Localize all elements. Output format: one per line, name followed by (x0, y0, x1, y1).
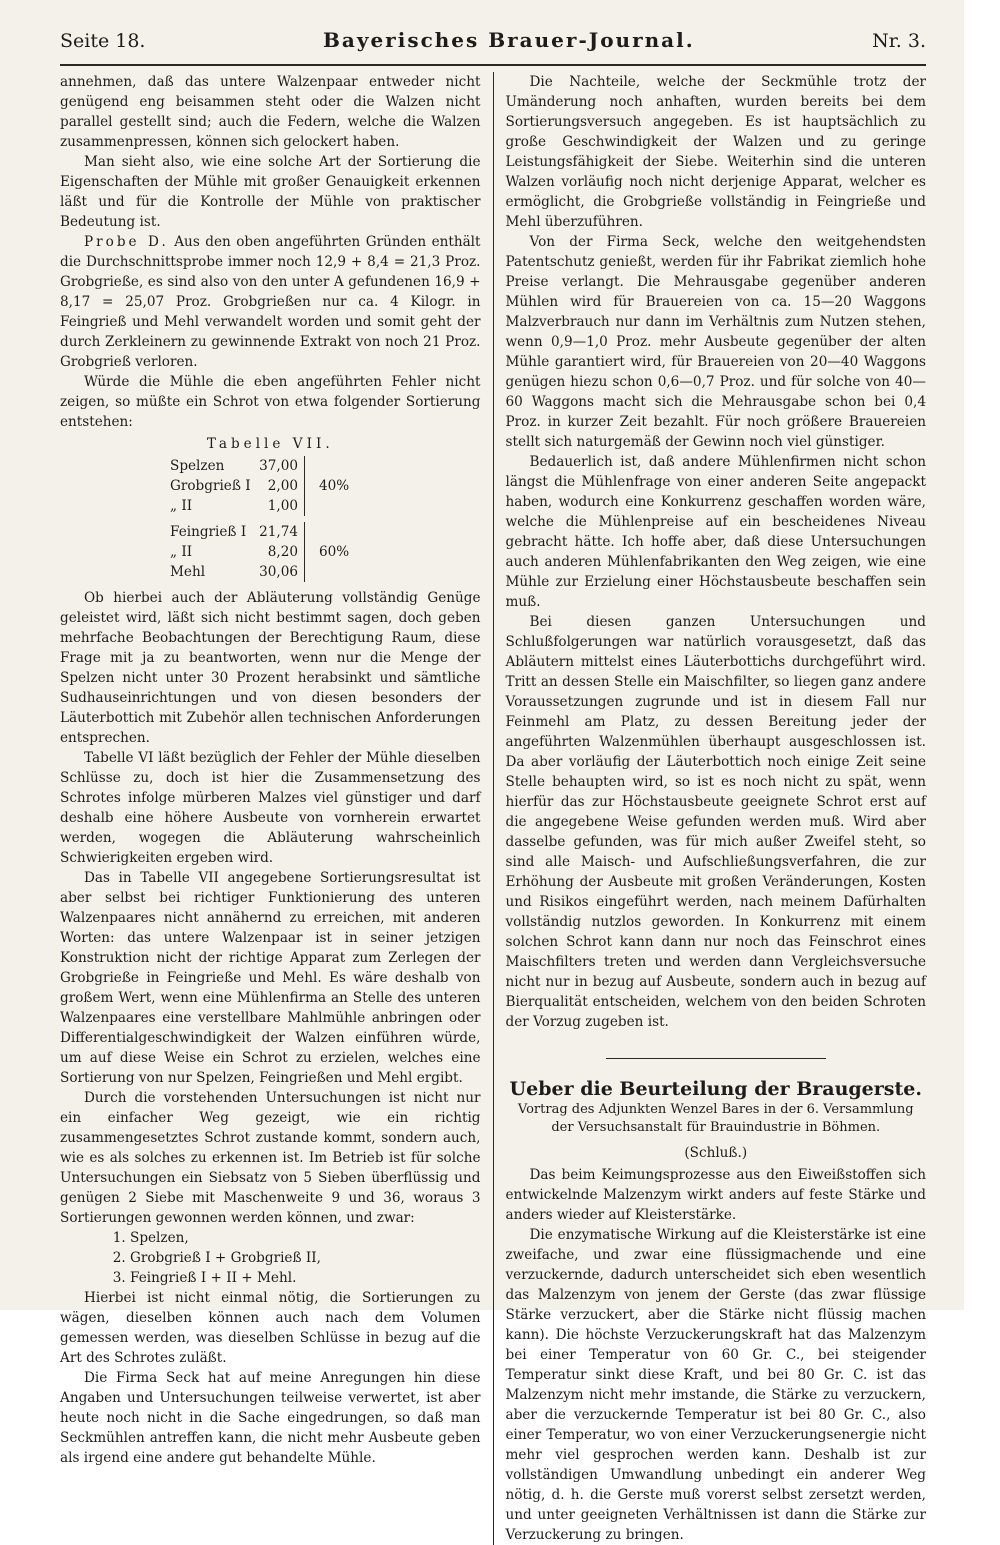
paragraph: Die enzymatische Wirkung auf die Kleisterstärke ist eine zweifache, und zwar eine flüssigmachende und eine verzuckernde, dadurch unterscheidet sich eben wesentlich das Malzenzym von jenem der Gerste (das zwar flüssige Stärke verzuckert, aber die Stärke nicht flüssig machen kann). Die höchste Verzuckerungskraft hat das Malzenzym bei einer Temperatur von 60 Gr. C., bei steigender Temperatur sinkt diese Kraft, und bei 80 Gr. C. ist das Malzenzym nicht mehr imstande, die Stärke zu verzuckern, aber die verzuckernde Temperatur ist bei 80 Gr. C., also einer Temperatur, wo von einer Verzuckerungsenergie nicht mehr viel gesprochen werden kann. Deshalb ist zur vollständigen Umwandlung unbedingt ein anderer Weg nötig, d. h. die Gerste muß vorerst selbst zersetzt werden, und unter geeigneten Verhältnissen ist dann die Stärke zur Verzuckerung zu bringen. (505, 1227, 926, 1543)
paragraph: Bei diesen ganzen Untersuchungen und Schlußfolgerungen war natürlich vorausgesetzt, daß das Abläutern mittelst eines Läuterbottichs durchgeführt wird. Tritt an dessen Stelle ein Maischfilter, so liegen ganz andere Voraussetzungen zugrunde und ist in diesem Fall nur Feinmehl am Platz, zu dessen Bereitung jeder der angeführten Walzenmühlen überhaupt ausgeschlossen ist. Da aber vorläufig der Läuterbottich noch einige Zeit seine Stelle behaupten wird, so ist es noch nicht zu spät, wenn hierfür das zur Höchstausbeute geeignete Schrot erst auf die angegebene Weise gefunden werden muß. Wird aber dasselbe gefunden, was für mich außer Zweifel steht, so sind alle Maisch- und Aufschließungsverfahren, die zur Erhöhung der Ausbeute mit großen Veränderungen, Kosten und Risikos eingeführt werden, nach meinem Dafürhalten vollständig nutzlos geworden. In Konkurrenz mit einem solchen Schrot kann dann nur noch das Feinschrot eines Maischfilters treten und werden dann Vergleichsversuche nicht nur in bezug auf Ausbeute, sondern auch in bezug auf Bierqualität entscheiden, welchem von den beiden Schroten der Vorzug zugeben ist. (505, 614, 926, 1030)
paragraph: Durch die vorstehenden Untersuchungen ist nicht nur ein einfacher Weg gezeigt, wie ein richtig zusammengesetztes Schrot zustande kommt, sondern auch, wie es als solches zu erkennen ist. Im Betrieb ist für solche Untersuchungen ein Siebsatz von 5 Sieben überflüssig und genügen 2 Siebe mit Maschenweite 9 und 36, woraus 3 Sortierungen gewonnen werden können, und zwar: (60, 1090, 481, 1226)
paragraph: Bedauerlich ist, daß andere Mühlenfirmen nicht schon längst die Mühlenfrage von einer anderen Seite angepackt haben, wodurch eine Konkurrenz geschaffen worden wäre, welche die Mühlenpreise auf ein bescheidenes Niveau gebracht hätte. Ich hoffe aber, daß diese Untersuchungen auch anderen Mühlenfabrikanten den Weg zeigen, wie eine Mühle zur Erzielung einer Höchstausbeute beschaffen sein muß. (505, 454, 926, 610)
table-row (170, 496, 298, 516)
paragraph-probe-d (60, 232, 481, 372)
row-value: 37,00 (259, 458, 298, 474)
probe-label: Probe D. (84, 234, 169, 250)
paragraph: Die Firma Seck hat auf meine Anregungen hin diese Angaben und Untersuchungen teilweise verwertet, ist aber heute noch nicht in die Sache eingedrungen, so daß man Seckmühlen antreffen kann, die nicht mehr Ausbeute geben als irgend eine andere gut behandelte Mühle. (60, 1370, 481, 1466)
row-label: Feingrieß I (170, 524, 247, 540)
paragraph: Das beim Keimungsprozesse aus den Eiweißstoffen sich entwickelnde Malzenzym wirkt anders auf feste Stärke und anders wieder auf Kleisterstärke. (505, 1167, 926, 1223)
right-column (493, 72, 927, 1545)
list-item: 2. Grobgrieß I + Grobgrieß II, (130, 1248, 481, 1268)
sortierung-table (170, 456, 481, 582)
table-group (170, 456, 481, 516)
page-number: Seite 18. (60, 30, 146, 52)
table-row (170, 476, 298, 496)
bracket-rows (170, 456, 305, 516)
article-continuation: (Schluß.) (684, 1145, 748, 1161)
paragraph: Von der Firma Seck, welche den weitgehendsten Patentschutz genießt, werden für ihr Fabrikat ziemlich hohe Preise verlangt. Die Mehrausgabe gegenüber anderen Mühlen wird für Brauereien von ca. 15—20 Waggons Malzverbrauch nur dann im Verhältnis zum Nutzen stehen, wenn 0,9—1,0 Proz. mehr Ausbeute gegenüber der alten Mühle garantiert wird, für Brauereien von 20—40 Waggons genügen hiezu schon 0,6—0,7 Proz. und für solche von 40—60 Waggons macht sich die Mehrausgabe schon bei 0,4 Proz. in kurzer Zeit bezahlt. Für noch größere Brauereien stellt sich naturgemäß der Gewinn noch viel günstiger. (505, 234, 926, 450)
paragraph: Ob hierbei auch der Abläuterung vollständig Genüge geleistet wird, läßt sich nicht bestimmt sagen, doch geben mehrfache Beobachtungen der Berechtigung Raum, diese Frage mit ja zu beantworten, wenn nur die Menge der Spelzen nicht unter 30 Prozent herabsinkt und sämtliche Sudhauseinrichtungen und von diesen besonders der Läuterbottich mit Zubehör allen technischen Anforderungen entsprechen. (60, 590, 481, 746)
row-value: 8,20 (267, 544, 298, 560)
bracket-rows (170, 522, 305, 582)
paragraph: Die Nachteile, welche der Seckmühle trotz der Umänderung noch anhaften, wurden bereits bei dem Sortierungsversuch angegeben. Es ist hauptsächlich zu große Geschwindigkeit der Walzen und zu geringe Leistungsfähigkeit der Siebe. Weiterhin sind die unteren Walzen vorläufig noch nicht derjenige Apparat, welcher es ermöglicht, die Grobgrieße vollständig in Feingrieße und Mehl überzuführen. (505, 74, 926, 230)
article-byline: Vortrag des Adjunkten Wenzel Bares in der 6. Versammlung der Versuchsanstalt für Brauindustrie in Böhmen. (517, 1102, 914, 1135)
paragraph: annehmen, daß das untere Walzenpaar entweder nicht genügend eng beisammen steht oder die Walzen nicht parallel gestellt sind; auch die Federn, welche die Walzen zusammenpressen, können sich gelockert haben. (60, 74, 481, 150)
row-value: 2,00 (267, 478, 298, 494)
list-item: 1. Spelzen, (130, 1228, 481, 1248)
probe-text: Aus den oben angeführten Gründen enthält die Durchschnittsprobe immer noch 12,9 + 8,4 = 21,3 Proz. Grobgrieße, es sind also von den unter A gefundenen 16,9 + 8,17 = 25,07 Proz. Grobgrießen nur ca. 4 Kilogr. in Feingrieß und Mehl verwandelt worden und somit geht der durch Zerkleinern zu gewinnende Extrakt von noch 21 Proz. Grobgrieß verloren. (60, 234, 481, 370)
sortierung-list (60, 1228, 481, 1288)
table-row (170, 522, 298, 542)
row-value: 1,00 (267, 498, 298, 514)
text-columns (60, 72, 926, 1545)
paragraph: Hierbei ist nicht einmal nötig, die Sortierungen zu wägen, dieselben können auch nach dem Volumen gemessen werden, was dieselben Schlüsse in bezug auf die Art des Schrotes zuläßt. (60, 1290, 481, 1366)
paragraph: Man sieht also, wie eine solche Art der Sortierung die Eigenschaften der Mühle mit großer Genauigkeit erkennen läßt und für die Kontrolle der Mühle von praktischer Bedeutung ist. (60, 154, 481, 230)
row-label: Mehl (170, 564, 206, 580)
row-label: „ II (170, 544, 193, 560)
paragraph: Würde die Mühle die eben angeführten Fehler nicht zeigen, so müßte ein Schrot von etwa folgender Sortierung entstehen: (60, 374, 481, 430)
left-column (60, 72, 493, 1545)
issue-number: Nr. 3. (872, 30, 926, 52)
table-group (170, 522, 481, 582)
article-title: Ueber die Beurteilung der Braugerste. (509, 1078, 922, 1100)
table-title: Tabelle VII. (206, 436, 334, 452)
paragraph: Tabelle VI läßt bezüglich der Fehler der Mühle dieselben Schlüsse zu, doch ist hier die Zusammensetzung des Schrotes infolge mürberen Malzes viel günstiger und darf deshalb eine höhere Ausbeute von vornherein erwartet werden, wogegen die Abläuterung wahrscheinlich Schwierigkeiten ergeben wird. (60, 750, 481, 866)
row-value: 21,74 (259, 524, 298, 540)
scan-margin (964, 0, 1000, 1310)
table-row (170, 456, 298, 476)
table-row (170, 542, 298, 562)
group-percent: 60% (319, 544, 350, 560)
journal-title: Bayerisches Brauer-Journal. (322, 28, 695, 52)
table-row (170, 562, 298, 582)
section-divider (606, 1058, 826, 1059)
paragraph: Das in Tabelle VII angegebene Sortierungsresultat ist aber selbst bei richtiger Funktionierung des unteren Walzenpaares nicht annähernd zu erreichen, mit anderen Worten: das untere Walzenpaar ist in seiner jetzigen Konstruktion nicht der richtige Apparat zum Zerlegen der Grobgrieße in Feingrieße und Mehl. Es wäre deshalb von großem Wert, wenn eine Mühlenfirma an Stelle des unteren Walzenpaares eine verstellbare Mahlmühle anbringen oder Differentialgeschwindigkeit der Walzen einführen würde, um auf diese Weise ein Schrot zu erzielen, welches eine Sortierung von nur Spelzen, Feingrießen und Mehl ergibt. (60, 870, 481, 1086)
list-item: 3. Feingrieß I + II + Mehl. (130, 1268, 481, 1288)
row-label: „ II (170, 498, 193, 514)
page-header (60, 28, 926, 66)
group-percent: 40% (319, 478, 350, 494)
row-value: 30,06 (259, 564, 298, 580)
row-label: Spelzen (170, 458, 225, 474)
row-label: Grobgrieß I (170, 478, 251, 494)
